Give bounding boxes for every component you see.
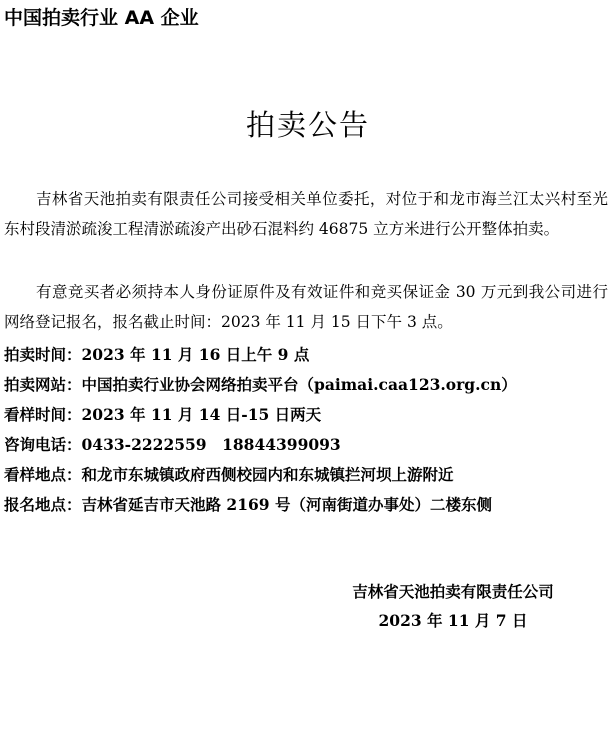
announcement-paragraph-1: 吉林省天池拍卖有限责任公司接受相关单位委托，对位于和龙市海兰江太兴村至光东村段清淤疏浚工程清淤疏浚产出砂石混料约 46875 立方米进行公开整体拍卖。 <box>4 190 608 238</box>
info-label: 拍卖网站： <box>4 376 82 394</box>
auction-time-row <box>4 340 614 370</box>
info-label: 看样地点： <box>4 466 82 484</box>
info-value: 和龙市东城镇政府西侧校园内和东城镇拦河坝上游附近 <box>81 465 454 484</box>
signature-date: 2023 年 11 月 7 日 <box>378 611 528 630</box>
auction-info-list <box>4 340 614 520</box>
signature-company: 吉林省天池拍卖有限责任公司 <box>352 582 554 601</box>
contact-phone-row <box>4 430 614 460</box>
info-label: 报名地点： <box>4 496 82 514</box>
info-value: 中国拍卖行业协会网络拍卖平台（paimai.caa123.org.cn） <box>81 375 517 394</box>
info-value: 2023 年 11 月 16 日上午 9 点 <box>81 345 310 364</box>
info-value: 2023 年 11 月 14 日-15 日两天 <box>81 405 322 424</box>
auction-website-row <box>4 370 614 400</box>
info-label: 拍卖时间： <box>4 346 82 364</box>
info-value: 0433-2222559 18844399093 <box>81 435 341 454</box>
info-label: 咨询电话： <box>4 436 82 454</box>
viewing-time-row <box>4 400 614 430</box>
header-title: 中国拍卖行业 AA 企业 <box>4 7 199 29</box>
info-value: 吉林省延吉市天池路 2169 号（河南街道办事处）二楼东侧 <box>81 495 492 514</box>
page-title: 拍卖公告 <box>245 108 370 142</box>
info-label: 看样时间： <box>4 406 82 424</box>
announcement-paragraph-2: 有意竞买者必须持本人身份证原件及有效证件和竞买保证金 30 万元到我公司进行网络登记报名，报名截止时间：2023 年 11 月 15 日下午 3 点。 <box>4 283 608 331</box>
viewing-location-row <box>4 460 614 490</box>
registration-location-row <box>4 490 614 520</box>
